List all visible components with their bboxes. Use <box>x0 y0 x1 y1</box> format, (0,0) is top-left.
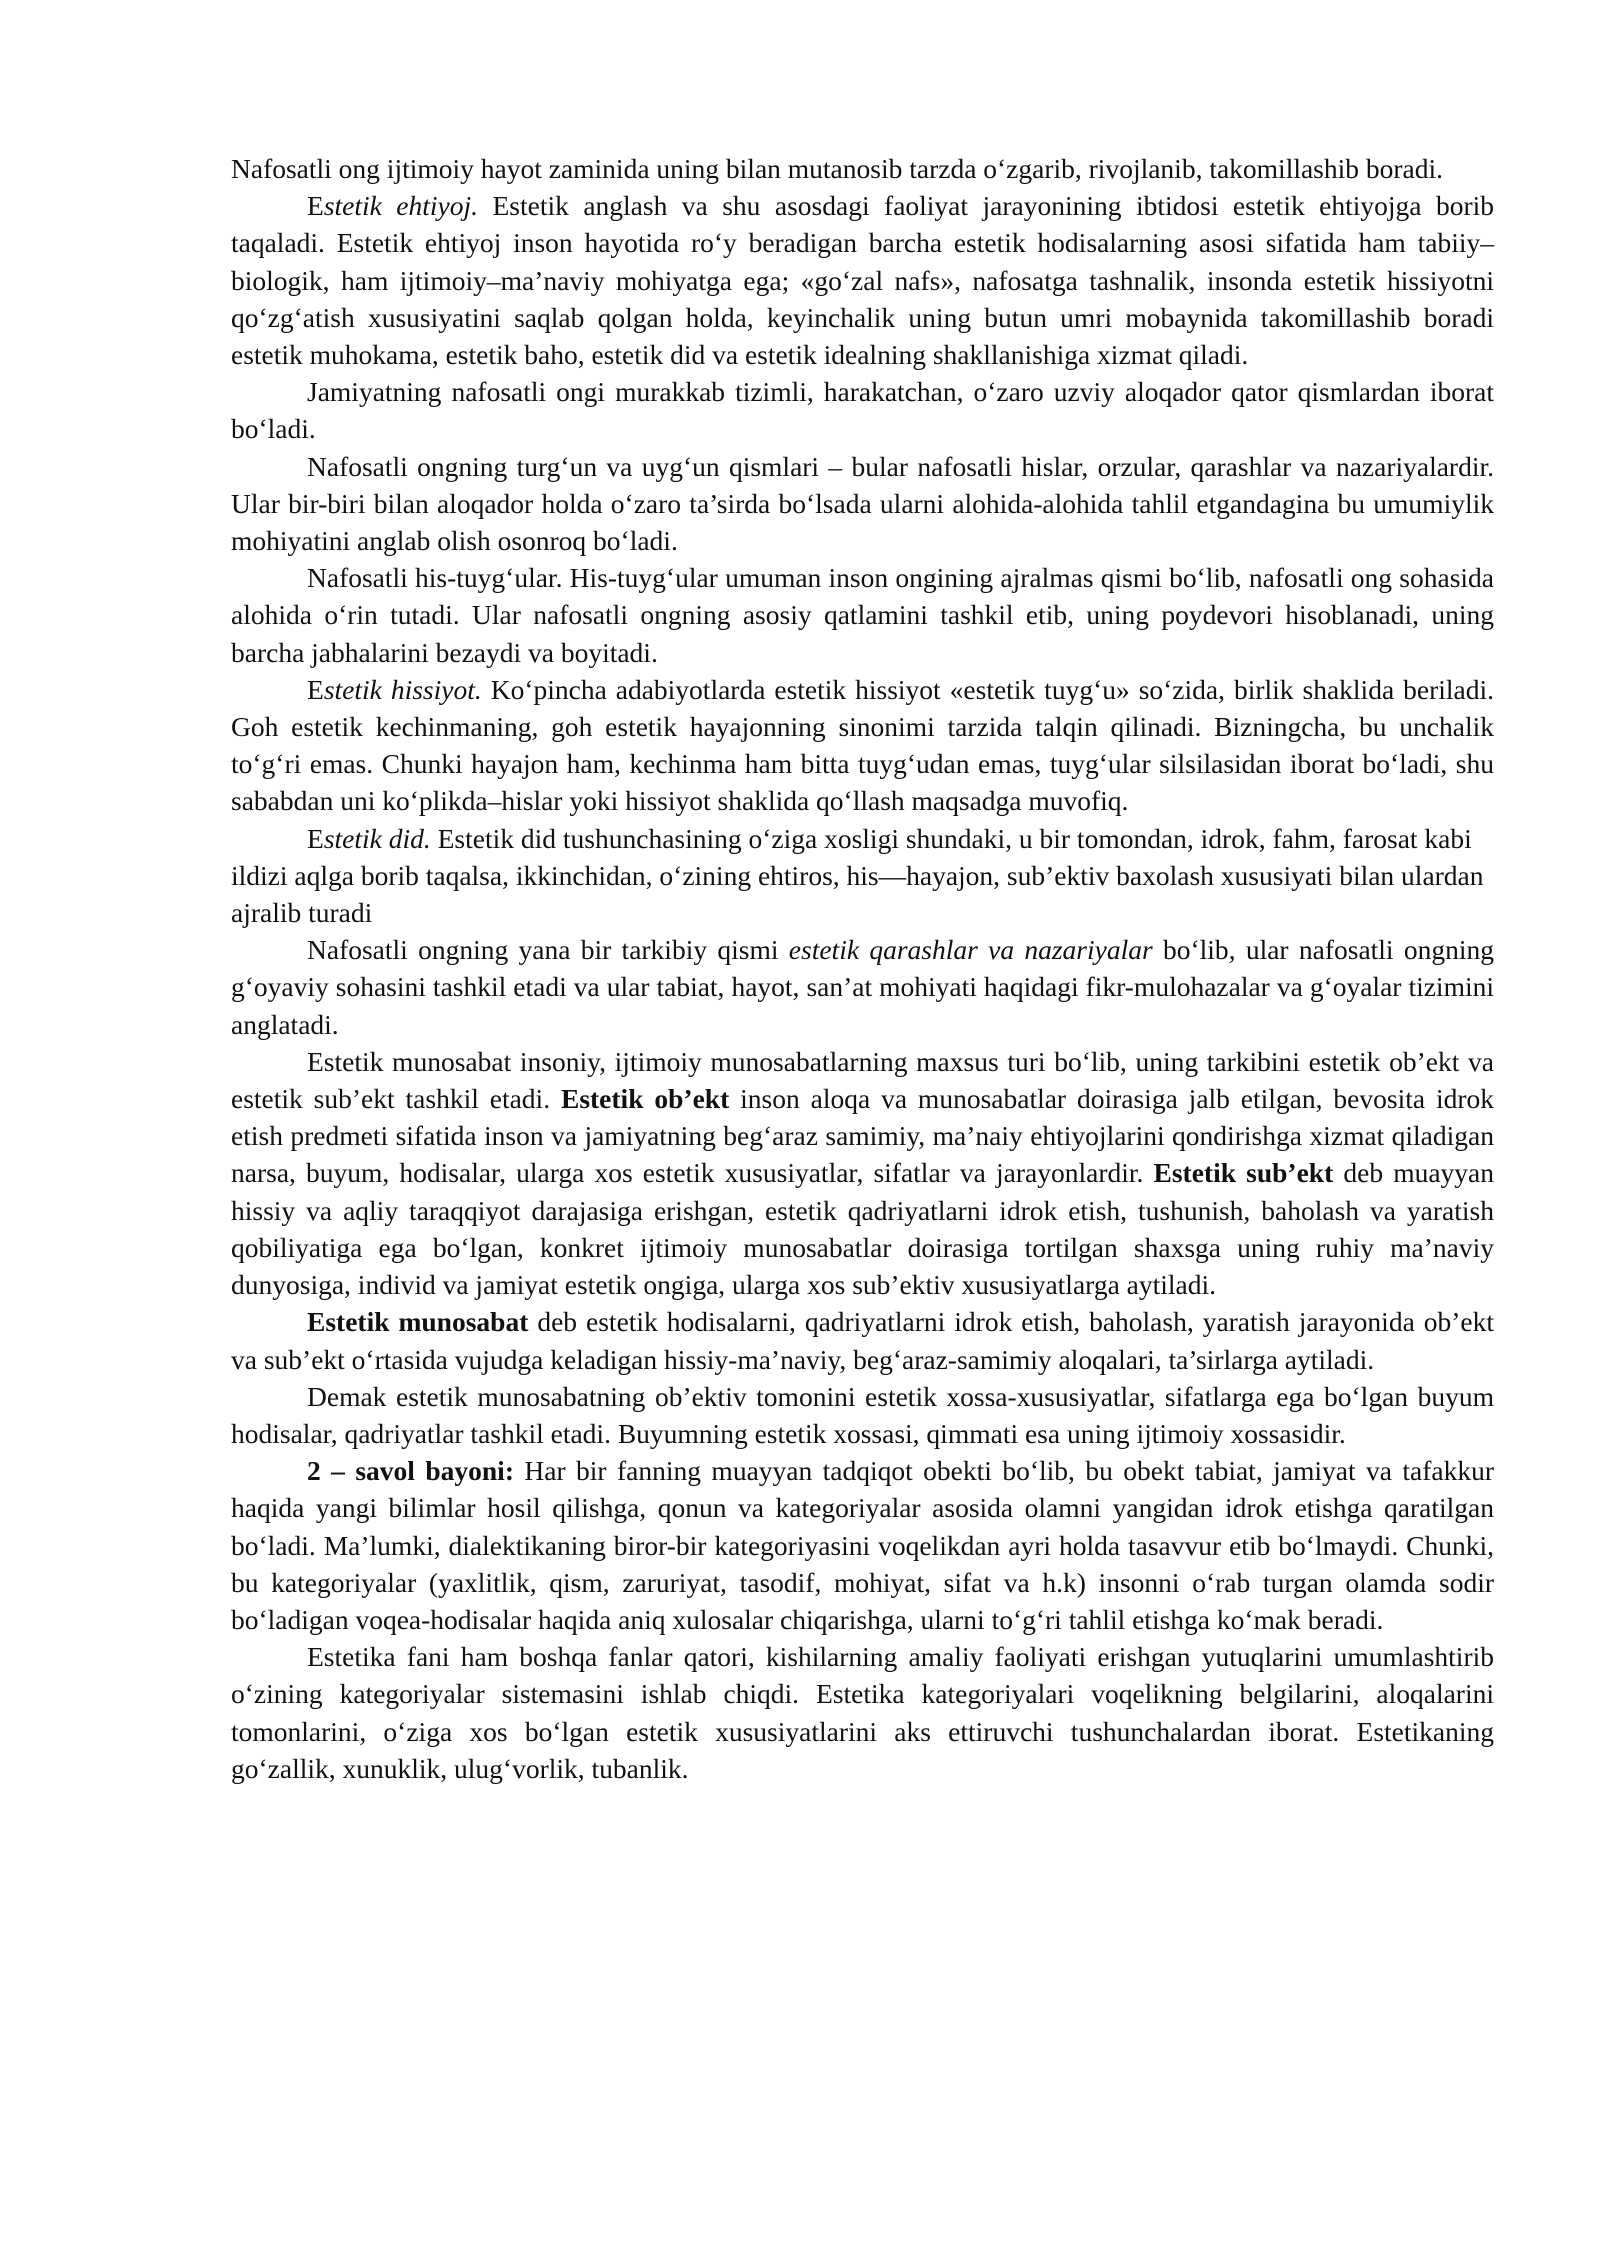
text-run: Estetik did tushunchasining o‘ziga xosligi shundaki, u bir tomondan, idrok, fahm, farosat kabi ildizi aqlga borib taqalsa, ikkinchidan, o‘zining ehtiros, his—hayajon, sub’ektiv baxolash xususiyati bilan ulardan ajralib turadi <box>231 822 1484 929</box>
paragraph <box>231 1378 1494 1452</box>
text-run: inson aloqa va munosabatlar doirasiga jalb etilgan, bevosita idrok etish predmeti sifatida inson va jamiyatning beg‘araz samimiy, ma’naiy ehtiyojlarini qondirishga xizmat qiladigan narsa, buyum, hodisalar, ularga xos estetik xususiyatlar, sifatlar va jarayonlardir. <box>231 1083 1495 1189</box>
text-run: E <box>307 190 324 222</box>
text-run: Estetik munosabat insoniy, ijtimoiy munosabatlarning maxsus turi bo‘lib, uning tarkibini estetik ob’ekt va estetik sub’ekt tashkil etadi. <box>231 1045 1494 1115</box>
paragraph <box>231 671 1494 820</box>
paragraph <box>231 1303 1494 1377</box>
paragraph <box>231 150 1494 187</box>
text-run: Nafosatli ongning turg‘un va uyg‘un qismlari – bular nafosatli hislar, orzular, qarashlar va nazariyalardir. Ular bir-biri bilan aloqador holda o‘zaro ta’sirda bo‘lsada ularni alohida-alohida tahlil etgandagina bu umumiylik mohiyatini anglab olish osonroq bo‘ladi. <box>231 450 1494 557</box>
italic-term: stetik did. <box>323 822 431 854</box>
paragraph <box>231 448 1494 560</box>
text-run: bo‘lib, ular nafosatli ongning g‘oyaviy sohasini tashkil etadi va ular tabiat, hayot, san’at mohiyati haqidagi fikr-mulohazalar va g‘oyalar tizimini anglatadi. <box>231 934 1495 1040</box>
document-page <box>231 150 1494 1787</box>
bold-term: 2 – savol bayoni: <box>307 1455 514 1487</box>
italic-term: stetik ehtiyoj. <box>323 190 479 222</box>
text-run: Demak estetik munosabatning ob’ektiv tomonini estetik xossa-xususiyatlar, sifatlarga ega bo‘lgan buyum hodisalar, qadriyatlar tashkil etadi. Buyumning estetik xossasi, qimmati esa uning ijtimoiy xossasidir. <box>231 1380 1494 1449</box>
paragraph <box>231 820 1494 932</box>
text-run: Ko‘pincha adabiyotlarda estetik hissiyot «estetik tuyg‘u» so‘zida, birlik shaklida beriladi. Goh estetik kechinmaning, goh estetik hayajonning sinonimi tarzida talqin qilinadi. Bizningcha, bu unchalik to‘g‘ri emas. Chunki hayajon ham, kechinma ham bitta tuyg‘udan emas, tuyg‘ular silsilasidan iborat bo‘ladi, shu sababdan uni ko‘plikda–hislar yoki hissiyot shaklida qo‘llash maqsadga muvofiq. <box>231 673 1494 817</box>
paragraph <box>231 559 1494 671</box>
text-run: deb estetik hodisalarni, qadriyatlarni idrok etish, baholash, yaratish jarayonida ob’ekt va sub’ekt o‘rtasida vujudga keladigan hissiy-ma’naviy, beg‘araz-samimiy aloqalari, ta’sirlarga aytiladi. <box>231 1306 1494 1375</box>
bold-term: Estetik ob’ekt <box>560 1083 730 1115</box>
paragraph <box>231 1638 1494 1787</box>
paragraph <box>231 187 1494 373</box>
italic-term: stetik hissiyot. <box>323 673 482 705</box>
text-run: E <box>307 822 324 854</box>
text-run: Nafosatli ong ijtimoiy hayot zaminida uning bilan mutanosib tarzda o‘zgarib, rivojlanib, takomillashib boradi. <box>231 153 1444 184</box>
text-run: Nafosatli ongning yana bir tarkibiy qismi <box>307 934 789 966</box>
text-run: deb muayyan hissiy va aqliy taraqqiyot darajasiga erishgan, estetik qadriyatlarni idrok etish, tushunish, baholash va yaratish qobiliyatiga ega bo‘lgan, konkret ijtimoiy munosabatlar doirasiga tortilgan shaxsga uning ruhiy ma’naviy dunyosiga, individ va jamiyat estetik ongiga, ularga xos sub’ektiv xususiyatlarga aytiladi. <box>231 1157 1495 1301</box>
paragraph <box>231 373 1494 447</box>
text-run: Estetika fani ham boshqa fanlar qatori, kishilarning amaliy faoliyati erishgan yutuqlarini umumlashtirib o‘zining kategoriyalar sistemasini ishlab chiqdi. Estetika kategoriyalari voqelikning belgilarini, aloqalarini tomonlarini, o‘ziga xos bo‘lgan estetik xususiyatlarini aks ettiruvchi tushunchalardan iborat. Estetikaning go‘zallik, xunuklik, ulug‘vorlik, tubanlik. <box>231 1641 1494 1784</box>
bold-term: Estetik munosabat <box>307 1306 529 1338</box>
paragraph <box>231 931 1494 1043</box>
text-run: Estetik anglash va shu asosdagi faoliyat jarayonining ibtidosi estetik ehtiyojga borib taqaladi. Estetik ehtiyoj inson hayotida ro‘y beradigan barcha estetik hodisalarning asosi sifatida ham tabiiy–biologik, ham ijtimoiy–ma’naviy mohiyatga ega; «go‘zal nafs», nafosatga tashnalik, insonda estetik hissiyotni qo‘zg‘atish xususiyatini saqlab qolgan holda, keyinchalik uning butun umri mobaynida takomillashib boradi estetik muhokama, estetik baho, estetik did va estetik idealning shakllanishiga xizmat qiladi. <box>231 190 1495 371</box>
text-run: Nafosatli his-tuyg‘ular. His-tuyg‘ular umuman inson ongining ajralmas qismi bo‘lib, nafosatli ong sohasida alohida o‘rin tutadi. Ular nafosatli ongning asosiy qatlamini tashkil etib, uning poydevori hisoblanadi, uning barcha jabhalarini bezaydi va boyitadi. <box>231 562 1494 668</box>
text-run: E <box>307 673 324 705</box>
paragraph <box>231 1043 1494 1303</box>
bold-term: Estetik sub’ekt <box>1153 1157 1334 1189</box>
paragraph <box>231 1452 1494 1638</box>
italic-term: estetik qarashlar va nazariyalar <box>788 934 1153 966</box>
text-run: Har bir fanning muayyan tadqiqot obekti bo‘lib, bu obekt tabiat, jamiyat va tafakkur haqida yangi bilimlar hosil qilishga, qonun va kategoriyalar asosida olamni yangidan idrok etishga qaratilgan bo‘ladi. Ma’lumki, dialektikaning biror-bir kategoriyasini voqelikdan ayri holda tasavvur etib bo‘lmaydi. Chunki, bu kategoriyalar (yaxlitlik, qism, zaruriyat, tasodif, mohiyat, sifat va h.k) insonni o‘rab turgan olamda sodir bo‘ladigan voqea-hodisalar haqida aniq xulosalar chiqarishga, ularni to‘g‘ri tahlil etishga ko‘mak beradi. <box>231 1455 1494 1635</box>
text-run: Jamiyatning nafosatli ongi murakkab tizimli, harakatchan, o‘zaro uzviy aloqador qator qismlardan iborat bo‘ladi. <box>231 376 1494 445</box>
